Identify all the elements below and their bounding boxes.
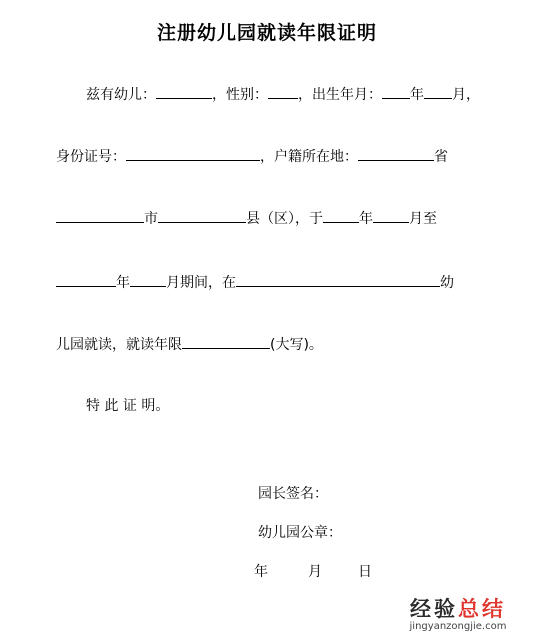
watermark-brand-black: 经验 bbox=[410, 597, 458, 621]
gender-blank bbox=[268, 82, 298, 99]
duration-blank bbox=[182, 332, 270, 349]
city-label: 市 bbox=[144, 211, 158, 227]
child-name-blank bbox=[156, 82, 212, 99]
birth-year-label: 年 bbox=[410, 87, 424, 103]
document-title: 注册幼儿园就读年限证明 bbox=[156, 22, 377, 44]
sign-year-label: 年 bbox=[254, 564, 268, 580]
duration-line bbox=[56, 332, 323, 352]
kindergarten-suffix: 幼 bbox=[440, 275, 454, 291]
end-period-line bbox=[56, 270, 454, 290]
start-month-blank bbox=[373, 206, 409, 223]
watermark-url: jingyanzongjie.com bbox=[409, 621, 507, 632]
id-number-blank bbox=[126, 144, 260, 161]
birth-label: ，出生年月： bbox=[298, 87, 382, 103]
kindergarten-seal-label: 幼儿园公章： bbox=[258, 525, 342, 541]
start-year-label: 年 bbox=[359, 211, 373, 227]
county-label: 县（区），于 bbox=[246, 211, 323, 227]
end-year-label: 年 bbox=[116, 275, 130, 291]
end-month-label: 月期间，在 bbox=[166, 275, 236, 291]
province-blank bbox=[358, 144, 434, 161]
id-number-label: 身份证号： bbox=[56, 149, 126, 165]
location-period-line bbox=[56, 206, 437, 226]
birth-month-blank bbox=[424, 82, 452, 99]
child-name-label: 兹有幼儿： bbox=[86, 87, 156, 103]
duration-suffix: (大写)。 bbox=[270, 337, 323, 353]
city-blank bbox=[56, 206, 144, 223]
birth-year-blank bbox=[382, 82, 410, 99]
watermark-brand-red: 总结 bbox=[458, 597, 506, 621]
principal-signature-label: 园长签名： bbox=[258, 486, 328, 502]
sign-day-label: 日 bbox=[358, 564, 372, 580]
start-month-label: 月至 bbox=[409, 211, 437, 227]
end-year-blank bbox=[56, 270, 116, 287]
province-label: 省 bbox=[434, 149, 448, 165]
sign-date bbox=[254, 562, 372, 582]
kindergarten-name-blank bbox=[236, 270, 440, 287]
county-blank bbox=[158, 206, 246, 223]
start-year-blank bbox=[323, 206, 359, 223]
residence-label: ，户籍所在地： bbox=[260, 149, 358, 165]
site-watermark bbox=[388, 593, 528, 632]
id-residence-line bbox=[56, 144, 448, 164]
closing-statement: 特 此 证 明。 bbox=[86, 398, 170, 414]
end-month-blank bbox=[130, 270, 166, 287]
child-info-line bbox=[86, 82, 480, 102]
sign-month-label: 月 bbox=[308, 564, 322, 580]
birth-month-label: 月， bbox=[452, 87, 480, 103]
gender-label: ，性别： bbox=[212, 87, 268, 103]
duration-label: 儿园就读，就读年限 bbox=[56, 337, 182, 353]
watermark-logo bbox=[388, 593, 528, 623]
